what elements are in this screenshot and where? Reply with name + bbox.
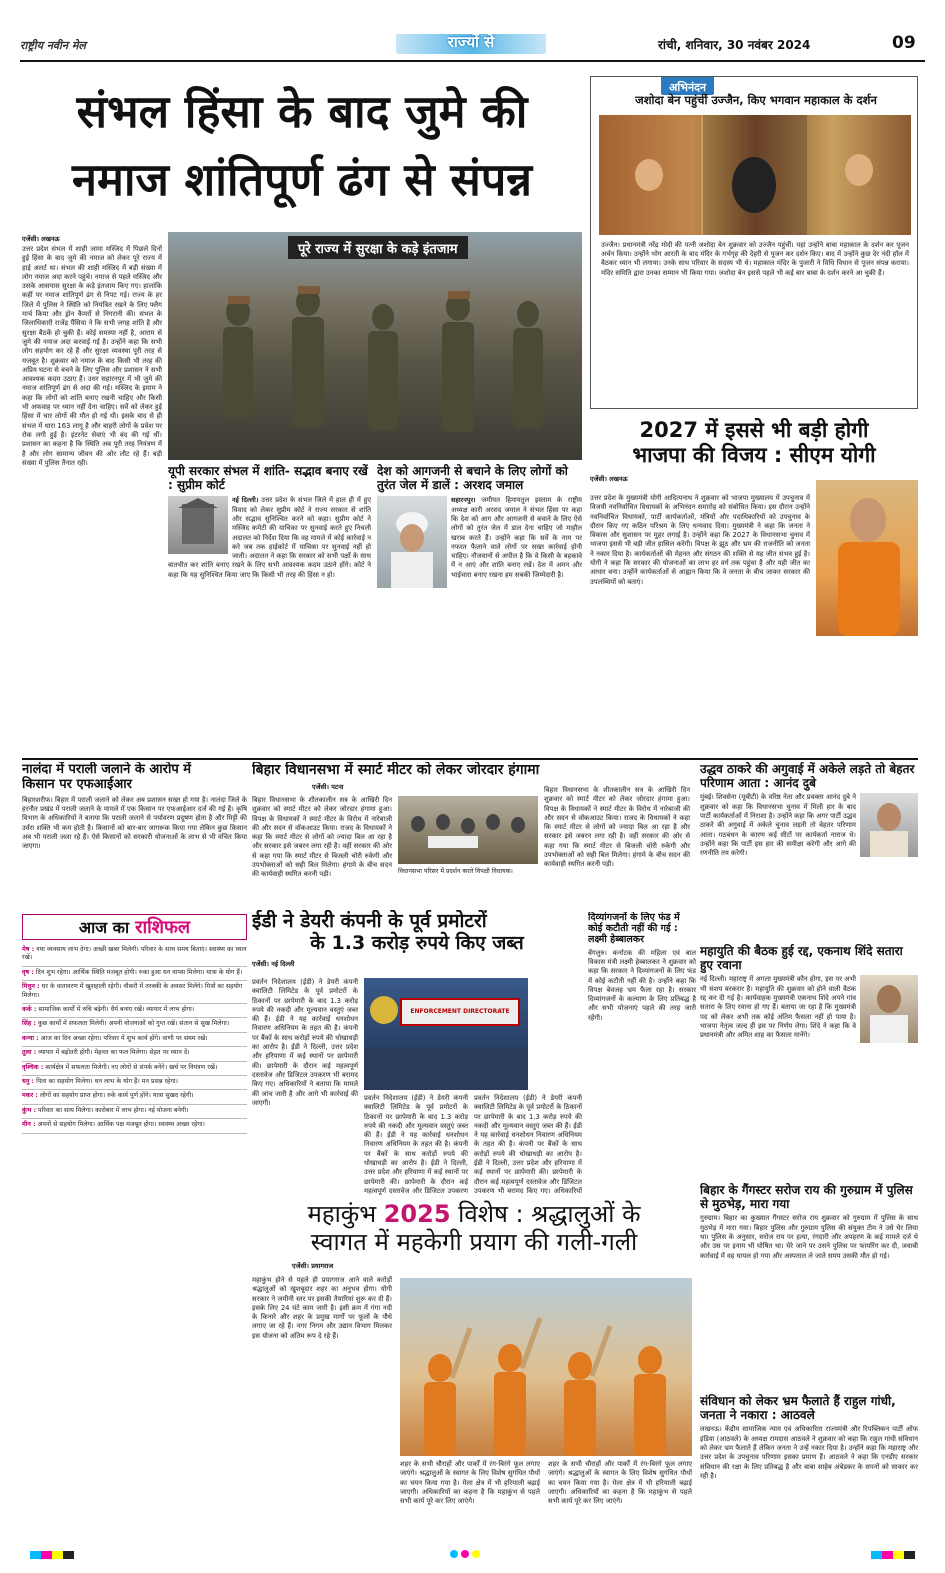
ed-headline-2: के 1.3 करोड़ रुपये किए जब्त <box>310 932 524 955</box>
rashifal-item <box>22 944 247 967</box>
rashifal-text: कार्यक्षेत्र में सफलता मिलेगी। नए लोगों से संपर्क बनेंगे। खर्च पर नियंत्रण रखें। <box>45 1063 218 1071</box>
rashifal-item <box>22 1105 247 1119</box>
rashifal-sign: तुला : <box>22 1049 37 1057</box>
yogi-story <box>590 418 918 752</box>
ed-story <box>252 910 582 1196</box>
arshad-dateline: सहारनपुर। <box>451 496 476 505</box>
saroj-story <box>700 1183 918 1391</box>
uddhav-headline: उद्धव ठाकरे की अगुवाई में अकेले लड़ते तो बेहतर परिणाम आता : आनंद दुबे <box>700 762 915 791</box>
rashifal-sign: वृश्चिक : <box>22 1063 44 1071</box>
sc-photo <box>168 496 228 554</box>
rashifal-text: सामाजिक कार्यों में रुचि बढ़ेगी। धैर्य बनाए रखें। व्यापार में लाभ होगा। <box>38 1006 195 1014</box>
smart-meter-dateline: एजेंसी। पटना <box>312 782 344 791</box>
abhinandan-body: उज्जैन। प्रधानमंत्री नरेंद्र मोदी की पत्नी जशोदा बेन शुक्रवार को उज्जैन पहुंचीं। यहां उन्होंने बाबा महाकाल के दर्शन कर पूजन अर्चन किया। उन्होंने भोग आरती के बाद मंदिर के गर्भगृह की देहरी से पूजन कर दर्शन किए। बाद में उन्होंने कुछ देर नंदी हॉल में बैठकर ध्यान भी लगाया। उनके साथ परिवार के सदस्य भी थे। महाकाल मंदिर के पुजारी ने विधि विधान से पूजन संपन्न कराया। मंदिर समिति द्वारा उनका सम्मान भी किया गया। जशोदा बेन इससे पहले भी कई बार बाबा के दर्शन करने आ चुकी हैं। <box>601 241 909 277</box>
nalanda-body: बिहारशरीफ। बिहार में पराली जलाने को लेकर अब प्रशासन सख्त हो गया है। नालंदा जिले के हरनौत प्रखंड में पराली जलाने के मामले में एक किसान पर एफआईआर दर्ज की गई है। कृषि विभाग के अधिकारियों ने बताया कि पराली जलाने से पर्यावरण प्रदूषण होता है और मिट्टी की उर्वरा शक्ति भी कम होती है। किसानों को बार-बार जागरूक किया गया लेकिन कुछ किसान अब भी पराली जला रहे हैं। ऐसे किसानों को सरकारी योजनाओं के लाभ से भी वंचित किया जाएगा। <box>22 795 247 851</box>
rashifal-text: परिवार का साथ मिलेगा। कारोबार में लाभ होगा। नई योजना बनेगी। <box>38 1106 189 1114</box>
police-figures <box>168 232 582 460</box>
lead-story <box>22 234 162 754</box>
lead-headline-line-2: नमाज शांतिपूर्ण ढंग से संपन्न <box>72 153 532 206</box>
rashifal-list <box>22 944 247 1134</box>
divyang-headline: दिव्यांगजनों के लिए फंड में कोई कटौती नहीं की गई : लक्ष्मी हेब्बालकर <box>588 912 680 946</box>
saroj-headline: बिहार के गैंगस्टर सरोज राय की गुरुग्राम में पुलिस से मुठभेड़, मारा गया <box>700 1183 913 1212</box>
divyang-story <box>588 912 696 1196</box>
rashifal-sign: मीन : <box>22 1121 36 1129</box>
kumbh-photo <box>400 1278 692 1456</box>
rashifal-item <box>22 1018 247 1032</box>
rashifal-text: व्यापार में बढ़ोतरी होगी। मेहनत का फल मिलेगा। सेहत पर ध्यान दें। <box>38 1049 190 1057</box>
lead-photo <box>168 232 582 460</box>
arshad-story <box>377 464 582 754</box>
rashifal-item <box>22 981 247 1004</box>
rashifal-title <box>22 914 247 940</box>
rashifal-sign: मिथुन : <box>22 983 40 991</box>
lead-body: उत्तर प्रदेश संभल में शाही जामा मस्जिद में पिछले दिनों हुई हिंसा के बाद जुमे की नमाज को लेकर पूरे राज्य में हाई अलर्ट था। संभल की शाही मस्जिद में बड़ी संख्या में लोग नमाज अदा करने पहुंचे। नमाज से पहले मस्जिद और उसके आसपास सुरक्षा के कड़े इंतजाम किए गए। हालांकि कहीं पर नमाज शांतिपूर्ण ढंग से निपट गई। राज्य के हर जिले में पुलिस ने स्थिति को नियंत्रित रखने के लिए फ्लैग मार्च किया और ड्रोन कैमरों से निगरानी की। संभल के जिलाधिकारी राजेंद्र पैंसिया ने कि सभी जगह शांति है और सुरक्षा बैठकें हो चुकी हैं। कोई समस्या नहीं है, आराम से जुमे की नमाज अदा करवाई गई है। उन्होंने कहा कि सभी लोग सहयोग कर रहे हैं और सुरक्षा व्यवस्था पूरी तरह से मजबूत है। शुक्रवार को नमाज के बाद किसी भी तरह की अप्रिय घटना से बचने के लिए पुलिस और प्रशासन ने सभी आवश्यक कदम उठाए हैं। उधर सहारनपुर में भी जुमे की नमाज शांतिपूर्ण ढंग से अदा की गई। मस्जिद के इमाम ने कहा कि लोगों को शांति बनाए रखनी चाहिए और किसी भी अफवाह पर ध्यान नहीं देना चाहिए। सर्वे को लेकर हुई हिंसा में चार लोगों की मौत हो गई थी। इसके बाद से ही संभल में धारा 163 लागू है और बाहरी लोगों के प्रवेश पर रोक लगी हुई है। इंटरनेट सेवाएं भी बंद की गई थीं। प्रशासन का कहना है कि स्थिति अब पूरी तरह नियंत्रण में है और लोग सामान्य जीवन की ओर लौट रहे हैं। बड़ी संख्या में पुलिस तैनात रही। <box>22 245 162 467</box>
ed-body-b: प्रवर्तन निदेशालय (ईडी) ने डेयरी कंपनी क्वालिटी लिमिटेड के पूर्व प्रमोटरों के ठिकानों पर छापेमारी के बाद 1.3 करोड़ रुपये की नकदी और मूल्यवान वस्तुएं जब्त की हैं। ईडी ने यह कार्रवाई धनशोधन निवारण अधिनियम के तहत की है। कंपनी पर बैंकों के साथ करोड़ों रुपये की धोखाधड़ी का आरोप है। ईडी ने दिल्ली, उत्तर प्रदेश और हरियाणा में कई स्थानों पर छापेमारी की। छापेमारी के दौरान कई महत्वपूर्ण दस्तावेज और डिजिटल उपकरण <box>364 1094 468 1195</box>
section-label: राज्यों से <box>447 34 495 51</box>
mahayuti-headline: महायुति की बैठक हुई रद्द, एकनाथ शिंदे सतारा हुए रवाना <box>700 944 903 973</box>
rashifal-item <box>22 1076 247 1090</box>
rashifal-sign: वृष : <box>22 968 34 976</box>
abhinandan-headline: जशोदा बेन पहुंचीं उज्जैन, किए भगवान महाकाल के दर्शन <box>635 93 877 107</box>
kumbh-body-c: शहर के सभी चौराहों और पार्कों में रंग-बिरंगे फूल लगाए जाएंगे। श्रद्धालुओं के स्वागत के लिए विशेष सुगंधित पौधों का चयन किया गया है। मेला क्षेत्र में भी हरियाली बढ़ाई जाएगी। अधिकारियों का कहना है कि महाकुंभ से पहले सभी कार्य पूरे कर लिए जाएंगे। <box>548 1460 692 1506</box>
rashifal-sign: कन्या : <box>22 1034 39 1042</box>
kumbh-body-a: महाकुंभ होने से पहले ही प्रयागराज आने वाले करोड़ों श्रद्धालुओं को खुशबूदार शहर का अनुभव होगा। योगी सरकार ने जमीनी स्तर पर इसकी तैयारियां शुरू कर दी हैं। इसके लिए 24 घंटे काम जारी है। इसी क्रम में गंगा नदी के किनारे और शहर के प्रमुख मार्गों पर फूलों के पौधे लगाए जा रहे हैं। नगर निगम और उद्यान विभाग मिलकर इस योजना को अंतिम रूप दे रहे हैं। <box>252 1276 392 1340</box>
logo-text: राष्ट्रीय नवीन मेल <box>20 39 86 52</box>
mahayuti-body: नई दिल्ली। महाराष्ट्र में अगला मुख्यमंत्री कौन होगा, इस पर अभी भी संशय बरकरार है। महायुति की शुक्रवार को होने वाली बैठक रद्द कर दी गई है। कार्यवाहक मुख्यमंत्री एकनाथ शिंदे अपने गांव सतारा के लिए रवाना हो गए हैं। बताया जा रहा है कि मुख्यमंत्री पद को लेकर अभी तक कोई अंतिम फैसला नहीं हो पाया है। भाजपा नेतृत्व जल्द ही इस पर निर्णय लेगा। शिंदे ने कहा कि वे प्रधानमंत्री और अमित शाह का फैसला मानेंगे। <box>700 975 856 1040</box>
yogi-dateline: एजेंसी। लखनऊ <box>590 474 628 483</box>
sc-body: उत्तर प्रदेश के संभल जिले में हाल ही में हुए विवाद को लेकर सुप्रीम कोर्ट ने राज्य सरकार से शांति और सद्भाव सुनिश्चित करने को कहा। सुप्रीम कोर्ट ने मस्जिद कमेटी की याचिका पर सुनवाई करते हुए निचली अदालत को निर्देश दिया कि वह मामले में कोई कार्रवाई न करे जब तक हाईकोर्ट में याचिका पर सुनवाई नहीं हो जाती। अदालत ने कहा कि सरकार को सभी पक्षों के साथ बातचीत कर शांति बनाए रखने के लिए सभी आवश्यक कदम उठाने होंगे। कोर्ट ने कहा कि यह सुनिश्चित किया जाए कि किसी भी तरह की हिंसा न हो। <box>168 496 371 579</box>
rashifal-text: पिता का सहयोग मिलेगा। धन लाभ के योग हैं। मन प्रसन्न रहेगा। <box>36 1078 178 1086</box>
rashifal-text: घर के वातावरण में खुशहाली रहेगी। नौकरी में तरक्की के अवसर मिलेंगे। मित्रों का सहयोग मिलेगा। <box>22 983 243 999</box>
saroj-body: गुरुग्राम। बिहार का कुख्यात गैंगस्टर सरोज राय शुक्रवार को गुरुग्राम में पुलिस के साथ मुठभेड़ में मारा गया। बिहार पुलिस और गुरुग्राम पुलिस की संयुक्त टीम ने उसे घेर लिया था। पुलिस के अनुसार, सरोज राय पर हत्या, रंगदारी और अपहरण के कई मामले दर्ज थे और उस पर इनाम भी घोषित था। घेरे जाने पर उसने पुलिस पर फायरिंग कर दी, जवाबी कार्रवाई में वह घायल हो गया और अस्पताल ले जाते समय उसकी मौत हो गई। <box>700 1214 918 1260</box>
nalanda-headline-2: किसान पर एफआईआर <box>22 777 132 793</box>
rashifal-text: अपनों से सहयोग मिलेगा। आर्थिक पक्ष मजबूत होगा। स्वास्थ्य अच्छा रहेगा। <box>37 1121 205 1129</box>
uddhav-photo <box>860 793 918 857</box>
ed-headline-1: ईडी ने डेयरी कंपनी के पूर्व प्रमोटरों <box>252 910 487 932</box>
rahul-story <box>700 1394 918 1542</box>
page-number: 09 <box>892 34 916 53</box>
rashifal-title-main: राशिफल <box>135 917 191 938</box>
rashifal-item <box>22 1090 247 1104</box>
arshad-body: जमीयत हिमायतुल इस्लाम के राष्ट्रीय अध्यक्ष कारी अरशद जमाल ने संभल हिंसा पर कहा कि देश को आग और आगजनी से बचाने के लिए ऐसे लोगों को तुरंत जेल में डाल देना चाहिए जो माहौल खराब करते हैं। उन्होंने कहा कि सर्वे के नाम पर नफरत फैलाने वाले लोगों पर सख्त कार्रवाई होनी चाहिए। नौजवानों से अपील है कि वे किसी के बहकावे में न आएं और शांति बनाए रखें। देश में अमन और भाईचारा बनाए रखना हम सबकी जिम्मेदारी है। <box>451 496 582 579</box>
rashifal-sign: मेष : <box>22 946 35 953</box>
kumbh-story <box>252 1200 696 1542</box>
dateline: रांची, शनिवार, 30 नवंबर 2024 <box>658 38 811 52</box>
rashifal-sign: धनु : <box>22 1078 35 1086</box>
sc-story <box>168 464 371 754</box>
lead-headline-line-1: संभल हिंसा के बाद जुमे की <box>76 85 528 138</box>
abhinandan-photo <box>599 115 911 235</box>
smart-meter-body-a: बिहार विधानसभा के शीतकालीन सत्र के आखिरी दिन शुक्रवार को स्मार्ट मीटर को लेकर जोरदार हंगामा हुआ। विपक्ष के विधायकों ने स्मार्ट मीटर के विरोध में नारेबाजी की और सदन से वॉकआउट किया। राजद के विधायकों ने कहा कि स्मार्ट मीटर से लोगों को ज्यादा बिल आ रहा है और सरकार इसे जबरन लगा रही है। वहीं सरकार की ओर से कहा गया कि स्मार्ट मीटर से बिजली चोरी रुकेगी और उपभोक्ताओं को सही बिल मिलेगा। हंगामे के बीच सदन की कार्यवाही स्थगित करनी पड़ी। <box>252 796 392 879</box>
nalanda-story <box>22 762 247 914</box>
mahayuti-story <box>700 944 918 1180</box>
arshad-headline: देश को आगजनी से बचाने के लिए लोगों को तुरंत जेल में डालें : अरशद जमाल <box>377 464 568 493</box>
rashifal-sign: कुंभ : <box>22 1106 36 1114</box>
kumbh-headline-2: स्वागत में महकेगी प्रयाग की गली-गली <box>310 1228 638 1257</box>
ed-body-a: प्रवर्तन निदेशालय (ईडी) ने डेयरी कंपनी क्वालिटी लिमिटेड के पूर्व प्रमोटरों के ठिकानों पर छापेमारी के बाद 1.3 करोड़ रुपये की नकदी और मूल्यवान वस्तुएं जब्त की हैं। ईडी ने यह कार्रवाई धनशोधन निवारण अधिनियम के तहत की है। कंपनी पर बैंकों के साथ करोड़ों रुपये की धोखाधड़ी का आरोप है। ईडी ने दिल्ली, उत्तर प्रदेश और हरियाणा में कई स्थानों पर छापेमारी की। छापेमारी के दौरान कई महत्वपूर्ण दस्तावेज और डिजिटल उपकरण भी बरामद किए गए। अधिकारियों ने बताया कि मामले की जांच जारी है और आगे भी कार्रवाई की जाएगी। <box>252 978 358 1107</box>
kumbh-dateline: एजेंसी। प्रयागराज <box>292 1261 334 1270</box>
rashifal-text: नया व्यवसाय लाभ देगा। अच्छी खबर मिलेगी। परिवार के साथ समय बिताएं। स्वास्थ्य का ध्यान रखें। <box>22 946 247 962</box>
smart-meter-story <box>252 762 692 902</box>
rashifal-box <box>22 914 247 1542</box>
yogi-photo <box>816 480 918 636</box>
print-registration-marks <box>20 1548 925 1562</box>
abhinandan-tag-text: अभिनंदन <box>669 81 707 94</box>
masthead <box>20 34 925 70</box>
uddhav-body: मुंबई। शिवसेना (यूबीटी) के वरिष्ठ नेता और प्रवक्ता आनंद दुबे ने शुक्रवार को कहा कि विधानसभा चुनाव में मिली हार के बाद पार्टी कार्यकर्ताओं में निराशा है। उन्होंने कहा कि अगर पार्टी उद्धव ठाकरे की अगुवाई में अकेले चुनाव लड़ती तो बेहतर परिणाम आता। गठबंधन के कारण कई सीटों पर कार्यकर्ता नाराज थे। उन्होंने कहा कि पार्टी इस हार की समीक्षा करेगी और आगे की रणनीति तय करेगी। <box>700 793 856 858</box>
rashifal-item <box>22 967 247 981</box>
smart-meter-headline: बिहार विधानसभा में स्मार्ट मीटर को लेकर जोरदार हंगामा <box>252 762 540 778</box>
smart-meter-photo <box>398 796 538 864</box>
lead-headline <box>22 78 582 228</box>
rashifal-text: दिन शुभ रहेगा। आर्थिक स्थिति मजबूत होगी। रुका हुआ धन वापस मिलेगा। यात्रा के योग हैं। <box>35 968 243 976</box>
ed-photo <box>364 978 528 1090</box>
rashifal-text: लोगों का सहयोग प्राप्त होगा। रुके कार्य पूर्ण होंगे। यात्रा सुखद रहेगी। <box>39 1092 194 1100</box>
smart-meter-body-b: बिहार विधानसभा के शीतकालीन सत्र के आखिरी दिन शुक्रवार को स्मार्ट मीटर को लेकर जोरदार हंगामा हुआ। विपक्ष के विधायकों ने स्मार्ट मीटर के विरोध में नारेबाजी की और सदन से वॉकआउट किया। राजद के विधायकों ने कहा कि स्मार्ट मीटर से लोगों को ज्यादा बिल आ रहा है और सरकार इसे जबरन लगा रही है। वहीं सरकार की ओर से कहा गया कि स्मार्ट मीटर से बिजली चोरी रुकेगी और उपभोक्ताओं को सही बिल मिलेगा। हंगामे के बीच सदन की कार्यवाही स्थगित करनी पड़ी। <box>544 786 690 869</box>
ed-sign-text: ENFORCEMENT DIRECTORATE <box>410 1008 510 1015</box>
ed-dateline: एजेंसी। नई दिल्ली <box>252 959 295 968</box>
uddhav-story <box>700 762 918 942</box>
abhinandan-box <box>590 76 918 409</box>
rashifal-text: कुछ कार्यों में सफलता मिलेगी। अपनी योजनाओं को गुप्त रखें। संतान से सुख मिलेगा। <box>37 1020 230 1028</box>
yogi-headline-1: 2027 में इससे भी बड़ी होगी <box>639 418 869 442</box>
kumbh-head-pre: महाकुंभ <box>307 1200 384 1228</box>
yogi-body: उत्तर प्रदेश के मुख्यमंत्री योगी आदित्यनाथ ने शुक्रवार को भाजपा मुख्यालय में उपचुनाव में विजयी नवनिर्वाचित विधायकों के अभिनंदन समारोह को संबोधित किया। इस दौरान उन्होंने नवनिर्वाचित विधायकों, पार्टी कार्यकर्ताओं, मंत्रियों और पदाधिकारियों को उपचुनाव के दौरान किए गए कठिन परिश्रम के लिए धन्यवाद दिया। मुख्यमंत्री ने कहा कि जनता ने विकास और सुशासन पर मुहर लगाई है। उन्होंने कहा कि 2027 के विधानसभा चुनाव में भाजपा इससे भी बड़ी जीत हासिल करेगी। विपक्ष के झूठ और भ्रम की राजनीति को जनता ने नकार दिया है। कार्यकर्ताओं की मेहनत और संगठन की शक्ति से यह जीत संभव हुई है। योगी ने कहा कि सरकार की योजनाओं का लाभ हर वर्ग तक पहुंचा है और यही जीत का आधार बना। उन्होंने कार्यकर्ताओं से आह्वान किया कि वे जनता के बीच जाकर सरकार की उपलब्धियों को बताएं। <box>590 494 810 586</box>
rashifal-text: आज का दिन अच्छा रहेगा। परिवार में शुभ कार्य होंगे। वाणी पर संयम रखें। <box>40 1034 208 1042</box>
kumbh-body-b: शहर के सभी चौराहों और पार्कों में रंग-बिरंगे फूल लगाए जाएंगे। श्रद्धालुओं के स्वागत के लिए विशेष सुगंधित पौधों का चयन किया गया है। मेला क्षेत्र में भी हरियाली बढ़ाई जाएगी। अधिकारियों का कहना है कि महाकुंभ से पहले सभी कार्य पूरे कर लिए जाएंगे। <box>400 1460 540 1506</box>
rahul-headline: संविधान को लेकर भ्रम फैलाते हैं राहुल गांधी, जनता ने नकारा : आठवले <box>700 1394 896 1423</box>
kumbh-head-year: 2025 <box>383 1200 451 1228</box>
kumbh-head-post: विशेष : श्रद्धालुओं के <box>450 1200 641 1228</box>
lead-dateline: एजेंसी। लखनऊ <box>22 235 60 243</box>
rashifal-sign: कर्क : <box>22 1006 37 1014</box>
rashifal-title-pre: आज का <box>78 918 130 937</box>
ed-body-c: प्रवर्तन निदेशालय (ईडी) ने डेयरी कंपनी क्वालिटी लिमिटेड के पूर्व प्रमोटरों के ठिकानों पर छापेमारी के बाद 1.3 करोड़ रुपये की नकदी और मूल्यवान वस्तुएं जब्त की हैं। ईडी ने यह कार्रवाई धनशोधन निवारण अधिनियम के तहत की है। कंपनी पर बैंकों के साथ करोड़ों रुपये की धोखाधड़ी का आरोप है। ईडी ने दिल्ली, उत्तर प्रदेश और हरियाणा में कई स्थानों पर छापेमारी की। छापेमारी के दौरान कई महत्वपूर्ण दस्तावेज और डिजिटल उपकरण भी बरामद किए गए। अधिकारियों <box>474 1094 582 1195</box>
sc-headline: यूपी सरकार संभल में शांति- सद्भाव बनाए रखें : सुप्रीम कोर्ट <box>168 464 368 493</box>
arshad-photo <box>377 496 447 588</box>
divyang-body: बेंगलुरु। कर्नाटक की महिला एवं बाल विकास मंत्री लक्ष्मी हेब्बालकर ने शुक्रवार को कहा कि सरकार ने दिव्यांगजनों के लिए फंड में कोई कटौती नहीं की है। उन्होंने कहा कि विपक्ष बेवजह भ्रम फैला रहा है। सरकार दिव्यांगजनों के कल्याण के लिए प्रतिबद्ध है और सभी योजनाएं पहले की तरह जारी रहेंगी। <box>588 948 696 1022</box>
rahul-body: लखनऊ। केंद्रीय सामाजिक न्याय एवं अधिकारिता राज्यमंत्री और रिपब्लिकन पार्टी ऑफ इंडिया (आठवले) के अध्यक्ष रामदास आठवले ने शुक्रवार को कहा कि राहुल गांधी संविधान को लेकर भ्रम फैलाते हैं लेकिन जनता ने उन्हें नकार दिया है। उन्होंने कहा कि महाराष्ट्र और उत्तर प्रदेश के उपचुनाव परिणाम इसका प्रमाण हैं। आठवले ने कहा कि एनडीए सरकार संविधान की रक्षा के लिए प्रतिबद्ध है और बाबा साहेब अंबेडकर के सपनों को साकार कर रही है। <box>700 1425 918 1480</box>
rashifal-sign: मकर : <box>22 1092 38 1100</box>
section-banner <box>396 34 546 54</box>
smart-meter-caption: विधानसभा परिसर में प्रदर्शन करते विपक्षी विधायक। <box>398 868 513 875</box>
rashifal-sign: सिंह : <box>22 1020 36 1028</box>
sc-dateline: नई दिल्ली। <box>232 496 259 505</box>
rashifal-item <box>22 1119 247 1133</box>
photo-banner-text: पूरे राज्य में सुरक्षा के कड़े इंतजाम <box>298 242 458 257</box>
nalanda-headline-1: नालंदा में पराली जलाने के आरोप में <box>22 762 191 777</box>
yogi-headline-2: भाजपा की विजय : सीएम योगी <box>632 442 876 467</box>
kumbh-headline-1 <box>252 1200 696 1228</box>
rashifal-item <box>22 1033 247 1047</box>
logo <box>20 38 86 53</box>
shinde-photo <box>860 975 918 1043</box>
rashifal-item <box>22 1004 247 1018</box>
rashifal-item <box>22 1062 247 1076</box>
rashifal-item <box>22 1047 247 1061</box>
